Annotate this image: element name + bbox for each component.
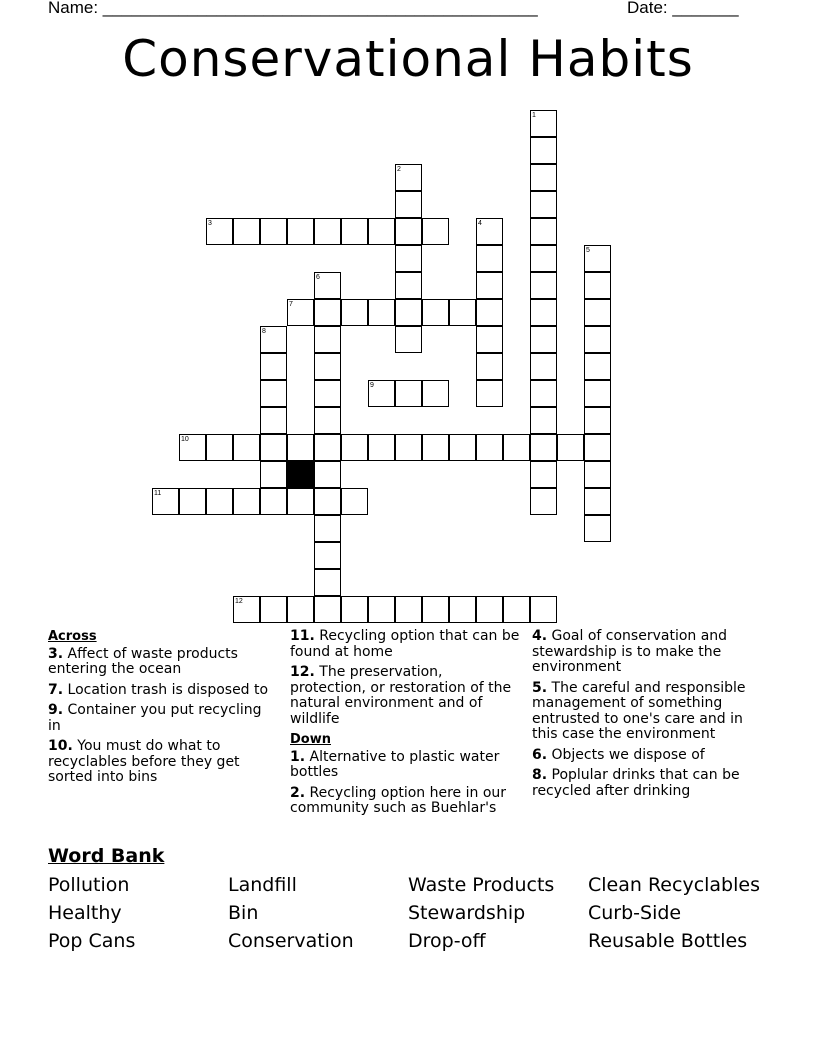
crossword-cell[interactable] <box>395 164 422 191</box>
word-bank-item: Pollution <box>48 874 130 896</box>
crossword-cell[interactable] <box>341 218 368 245</box>
crossword-cell[interactable] <box>260 326 287 353</box>
crossword-cell[interactable] <box>260 218 287 245</box>
clue-number: 12. <box>290 664 315 680</box>
clue-number: 4. <box>532 628 548 644</box>
clue-number-label: 10 <box>181 436 189 443</box>
crossword-cell[interactable] <box>368 380 395 407</box>
clue-down-8 <box>532 768 757 799</box>
crossword-cell[interactable] <box>422 218 449 245</box>
crossword-cell[interactable] <box>368 434 395 461</box>
crossword-cell[interactable] <box>530 218 557 245</box>
clue-number-label: 6 <box>316 274 320 281</box>
clue-text: Objects we dispose of <box>547 746 705 763</box>
crossword-cell[interactable] <box>314 407 341 434</box>
crossword-cell[interactable] <box>503 434 530 461</box>
crossword-cell[interactable] <box>476 434 503 461</box>
crossword-cell[interactable] <box>530 326 557 353</box>
crossword-cell[interactable] <box>314 542 341 569</box>
clue-text: Container you put recycling in <box>48 702 262 734</box>
clue-number: 1. <box>290 748 306 765</box>
crossword-cell[interactable] <box>530 434 557 461</box>
clue-across-12 <box>290 665 520 727</box>
crossword-cell[interactable] <box>395 596 422 623</box>
crossword-cell[interactable] <box>422 596 449 623</box>
clue-number: 3. <box>48 645 64 662</box>
clue-text: Affect of waste products entering the ocean <box>48 645 238 677</box>
crossword-cell[interactable] <box>368 299 395 326</box>
crossword-cell[interactable] <box>152 488 179 515</box>
clue-text: The preservation, protection, or restoration of the natural environment and of wildlife <box>290 664 512 727</box>
clue-number-label: 8 <box>262 328 266 335</box>
crossword-cell[interactable] <box>341 596 368 623</box>
crossword-cell[interactable] <box>395 434 422 461</box>
clue-number-label: 3 <box>208 220 212 227</box>
crossword-cell[interactable] <box>530 380 557 407</box>
crossword-cell[interactable] <box>179 434 206 461</box>
clue-number-label: 1 <box>532 112 536 119</box>
clue-number: 11. <box>290 628 315 644</box>
clue-across-7 <box>48 683 273 699</box>
crossword-cell[interactable] <box>476 380 503 407</box>
black-square <box>287 461 314 488</box>
crossword-cell[interactable] <box>584 515 611 542</box>
across-heading: Across <box>48 629 97 644</box>
clue-down-5 <box>532 681 757 743</box>
crossword-cell[interactable] <box>341 488 368 515</box>
word-bank-item: Reusable Bottles <box>588 930 748 952</box>
crossword-cell[interactable] <box>422 434 449 461</box>
clue-text: You must do what to recyclables before they get sorted into bins <box>48 738 240 785</box>
word-bank-item: Waste Products <box>408 874 555 896</box>
crossword-cell[interactable] <box>314 299 341 326</box>
clue-text: The careful and responsible management of something entrusted to one's care and in this case the environment <box>532 679 746 742</box>
clue-number: 9. <box>48 702 64 718</box>
crossword-cell[interactable] <box>206 488 233 515</box>
crossword-cell[interactable] <box>584 353 611 380</box>
clue-across-9 <box>48 703 273 734</box>
crossword-cell[interactable] <box>314 596 341 623</box>
clues-column-3 <box>532 629 757 804</box>
clue-number: 7. <box>48 681 64 698</box>
crossword-cell[interactable] <box>584 434 611 461</box>
crossword-cell[interactable] <box>395 326 422 353</box>
crossword-cell[interactable] <box>206 218 233 245</box>
crossword-cell[interactable] <box>476 596 503 623</box>
word-bank-item: Stewardship <box>408 902 526 924</box>
crossword-cell[interactable] <box>314 326 341 353</box>
clue-number: 6. <box>532 746 548 763</box>
crossword-cell[interactable] <box>530 353 557 380</box>
word-bank-item: Bin <box>228 902 259 924</box>
crossword-cell[interactable] <box>422 299 449 326</box>
crossword-cell[interactable] <box>341 434 368 461</box>
crossword-cell[interactable] <box>314 353 341 380</box>
crossword-cell[interactable] <box>449 596 476 623</box>
clue-number-label: 7 <box>289 301 293 308</box>
crossword-cell[interactable] <box>422 380 449 407</box>
crossword-cell[interactable] <box>260 461 287 488</box>
crossword-cell[interactable] <box>206 434 233 461</box>
clue-across-3 <box>48 647 273 678</box>
crossword-cell[interactable] <box>179 488 206 515</box>
crossword-cell[interactable] <box>584 461 611 488</box>
clue-number: 5. <box>532 679 548 696</box>
crossword-cell[interactable] <box>395 191 422 218</box>
crossword-cell[interactable] <box>503 596 530 623</box>
crossword-cell[interactable] <box>530 461 557 488</box>
word-bank-title: Word Bank <box>48 845 165 867</box>
crossword-cell[interactable] <box>530 245 557 272</box>
crossword-cell[interactable] <box>476 272 503 299</box>
clue-number: 10. <box>48 738 73 754</box>
crossword-cell[interactable] <box>584 245 611 272</box>
clue-text: Recycling option that can be found at home <box>290 628 520 660</box>
crossword-cell[interactable] <box>476 299 503 326</box>
crossword-cell[interactable] <box>314 272 341 299</box>
clue-number: 2. <box>290 784 306 801</box>
clue-number-label: 11 <box>154 490 162 497</box>
clue-number: 8. <box>532 767 548 783</box>
clue-down-1 <box>290 750 520 781</box>
crossword-cell[interactable] <box>314 488 341 515</box>
clue-number-label: 9 <box>370 382 374 389</box>
page-title: Conservational Habits <box>122 30 694 88</box>
word-bank-item: Landfill <box>228 874 297 896</box>
clue-number-label: 4 <box>478 220 482 227</box>
crossword-cell[interactable] <box>287 434 314 461</box>
crossword-cell[interactable] <box>530 272 557 299</box>
down-heading: Down <box>290 732 331 747</box>
crossword-cell[interactable] <box>395 380 422 407</box>
crossword-cell[interactable] <box>584 326 611 353</box>
crossword-cell[interactable] <box>584 488 611 515</box>
crossword-cell[interactable] <box>530 191 557 218</box>
crossword-cell[interactable] <box>314 461 341 488</box>
word-bank-item: Pop Cans <box>48 930 136 952</box>
crossword-cell[interactable] <box>314 218 341 245</box>
crossword-cell[interactable] <box>530 407 557 434</box>
crossword-cell[interactable] <box>395 245 422 272</box>
crossword-cell[interactable] <box>260 596 287 623</box>
crossword-cell[interactable] <box>476 353 503 380</box>
clues-column-2 <box>290 629 520 822</box>
name-field[interactable]: Name: ______________________________________________ <box>48 0 538 17</box>
clues-column-1 <box>48 629 273 791</box>
crossword-cell[interactable] <box>584 299 611 326</box>
crossword-cell[interactable] <box>260 353 287 380</box>
word-bank-item: Curb-Side <box>588 902 682 924</box>
clue-across-10 <box>48 739 273 786</box>
crossword-cell[interactable] <box>530 164 557 191</box>
crossword-cell[interactable] <box>449 299 476 326</box>
crossword-cell[interactable] <box>314 515 341 542</box>
crossword-cell[interactable] <box>260 380 287 407</box>
clue-number-label: 5 <box>586 247 590 254</box>
date-field[interactable]: Date: _______ <box>627 0 739 17</box>
clue-number-label: 2 <box>397 166 401 173</box>
crossword-cell[interactable] <box>287 488 314 515</box>
crossword-cell[interactable] <box>233 434 260 461</box>
clue-text: Location trash is disposed to <box>63 681 269 698</box>
clue-down-6 <box>532 748 757 764</box>
crossword-cell[interactable] <box>260 434 287 461</box>
crossword-cell[interactable] <box>287 596 314 623</box>
crossword-cell[interactable] <box>233 596 260 623</box>
crossword-cell[interactable] <box>449 434 476 461</box>
crossword-cell[interactable] <box>530 596 557 623</box>
crossword-cell[interactable] <box>260 407 287 434</box>
crossword-cell[interactable] <box>368 596 395 623</box>
crossword-cell[interactable] <box>233 218 260 245</box>
clue-text: Alternative to plastic water bottles <box>290 748 500 780</box>
crossword-cell[interactable] <box>233 488 260 515</box>
clue-down-2 <box>290 786 520 817</box>
crossword-cell[interactable] <box>584 272 611 299</box>
crossword-cell[interactable] <box>287 218 314 245</box>
crossword-cell[interactable] <box>557 434 584 461</box>
word-bank-item: Clean Recyclables <box>588 874 760 896</box>
crossword-cell[interactable] <box>530 488 557 515</box>
crossword-cell[interactable] <box>314 434 341 461</box>
crossword-cell[interactable] <box>368 218 395 245</box>
clue-across-11 <box>290 629 520 660</box>
crossword-cell[interactable] <box>530 110 557 137</box>
clue-text: Recycling option here in our community such as Buehlar's <box>290 784 507 816</box>
crossword-cell[interactable] <box>395 299 422 326</box>
crossword-cell[interactable] <box>314 380 341 407</box>
clue-down-4 <box>532 629 757 676</box>
crossword-cell[interactable] <box>476 218 503 245</box>
crossword-cell[interactable] <box>395 272 422 299</box>
word-bank-item: Healthy <box>48 902 122 924</box>
crossword-cell[interactable] <box>476 245 503 272</box>
crossword-cell[interactable] <box>314 569 341 596</box>
crossword-cell[interactable] <box>260 488 287 515</box>
crossword-cell[interactable] <box>530 137 557 164</box>
word-bank-item: Conservation <box>228 930 354 952</box>
crossword-cell[interactable] <box>476 326 503 353</box>
crossword-cell[interactable] <box>287 299 314 326</box>
crossword-cell[interactable] <box>584 407 611 434</box>
word-bank-item: Drop-off <box>408 930 486 952</box>
crossword-cell[interactable] <box>530 299 557 326</box>
clue-text: Goal of conservation and stewardship is to make the environment <box>532 628 728 675</box>
crossword-cell[interactable] <box>395 218 422 245</box>
crossword-cell[interactable] <box>341 299 368 326</box>
crossword-cell[interactable] <box>584 380 611 407</box>
clue-text: Poplular drinks that can be recycled after drinking <box>532 767 740 799</box>
clue-number-label: 12 <box>235 598 243 605</box>
